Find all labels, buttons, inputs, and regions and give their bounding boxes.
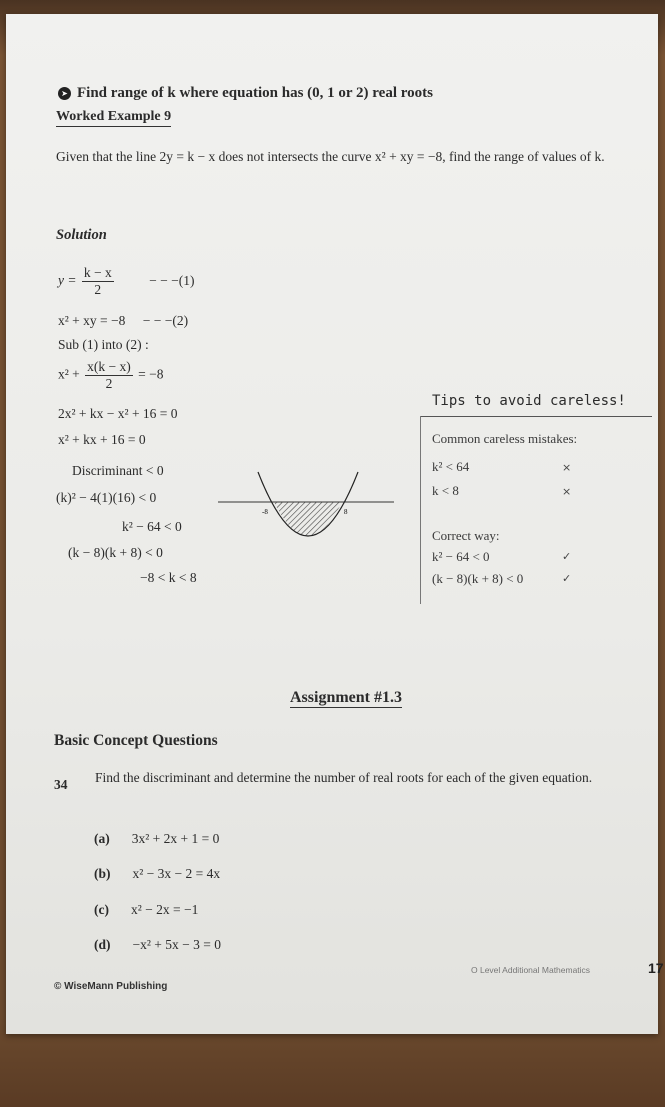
tips-title: Tips to avoid careless! <box>432 393 626 409</box>
book-title: O Level Additional Mathematics <box>471 965 591 975</box>
tips-border <box>420 416 421 604</box>
correct-way-label: Correct way: <box>432 528 500 543</box>
question-category: Basic Concept Questions <box>54 732 218 749</box>
correct-answer-2: (k − 8)(k + 8) < 0 <box>432 571 524 586</box>
parabola-graph <box>218 470 394 540</box>
equation-tag-2: − − −(2) <box>142 313 189 328</box>
wrong-answer-2: k < 8 <box>432 483 459 498</box>
equation-tag-1: − − −(1) <box>149 272 195 288</box>
question-number: 34 <box>54 777 68 792</box>
right-root-label: 8 <box>344 508 348 516</box>
equation-10: −8 < k < 8 <box>140 570 197 585</box>
section-heading-text: Find range of k where equation has (0, 1 or 2) real roots <box>77 85 433 101</box>
solution-label: Solution <box>56 227 107 243</box>
question-part-d: (d) −x² + 5x − 3 = 0 <box>94 937 222 952</box>
problem-statement: Given that the line 2y = k − x does not intersects the curve x² + xy = −8, find the range of values of k. <box>56 149 605 164</box>
worked-example-title: Worked Example 9 <box>56 109 171 125</box>
cross-icon: × <box>562 461 572 474</box>
equation-7: (k)² − 4(1)(16) < 0 <box>56 490 157 505</box>
check-icon: ✓ <box>562 572 572 585</box>
fraction: $\frac{x(k - x)}{2}$ <box>87 359 131 391</box>
cross-icon: × <box>562 485 572 498</box>
shaded-region <box>274 502 342 536</box>
correct-answer-1: k² − 64 < 0 <box>432 549 490 564</box>
arrow-bullet-icon: ➤ <box>58 87 71 100</box>
equation-8: k² − 64 < 0 <box>122 519 182 534</box>
wrong-answer-1: k² < 64 <box>432 459 470 474</box>
question-text: Find the discriminant and determine the number of real roots for each of the given equation. <box>95 770 593 785</box>
publisher-credit: © WiseMann Publishing <box>54 981 168 992</box>
fraction: $\frac{k - x}{2}$ <box>83 265 112 297</box>
equation-6: Discriminant < 0 <box>72 463 164 478</box>
substitution-text: Sub (1) into (2) : <box>58 337 149 352</box>
equation-9: (k − 8)(k + 8) < 0 <box>68 545 163 560</box>
tips-divider <box>420 416 652 417</box>
common-mistakes-label: Common careless mistakes: <box>432 431 578 446</box>
left-root-label: -8 <box>262 508 268 516</box>
book-page <box>6 14 664 1034</box>
equation-3: x² + $\frac{x(k - x)}{2}$ = −8 <box>58 359 164 391</box>
question-part-b: (b) x² − 3x − 2 = 4x <box>94 866 221 881</box>
page-number: 17 <box>648 960 664 976</box>
check-icon: ✓ <box>562 550 572 563</box>
equation-4: 2x² + kx − x² + 16 = 0 <box>58 406 178 421</box>
equation-5: x² + kx + 16 = 0 <box>58 432 146 447</box>
section-heading <box>58 85 433 102</box>
equation-2: x² + xy = −8 − − −(2) <box>58 313 189 328</box>
question-part-c: (c) x² − 2x = −1 <box>94 902 199 917</box>
question-part-a: (a) 3x² + 2x + 1 = 0 <box>94 831 220 846</box>
assignment-title: Assignment #1.3 <box>290 689 403 706</box>
equation-1: y = $\frac{k - x}{2}$ − − −(1) <box>58 265 195 297</box>
